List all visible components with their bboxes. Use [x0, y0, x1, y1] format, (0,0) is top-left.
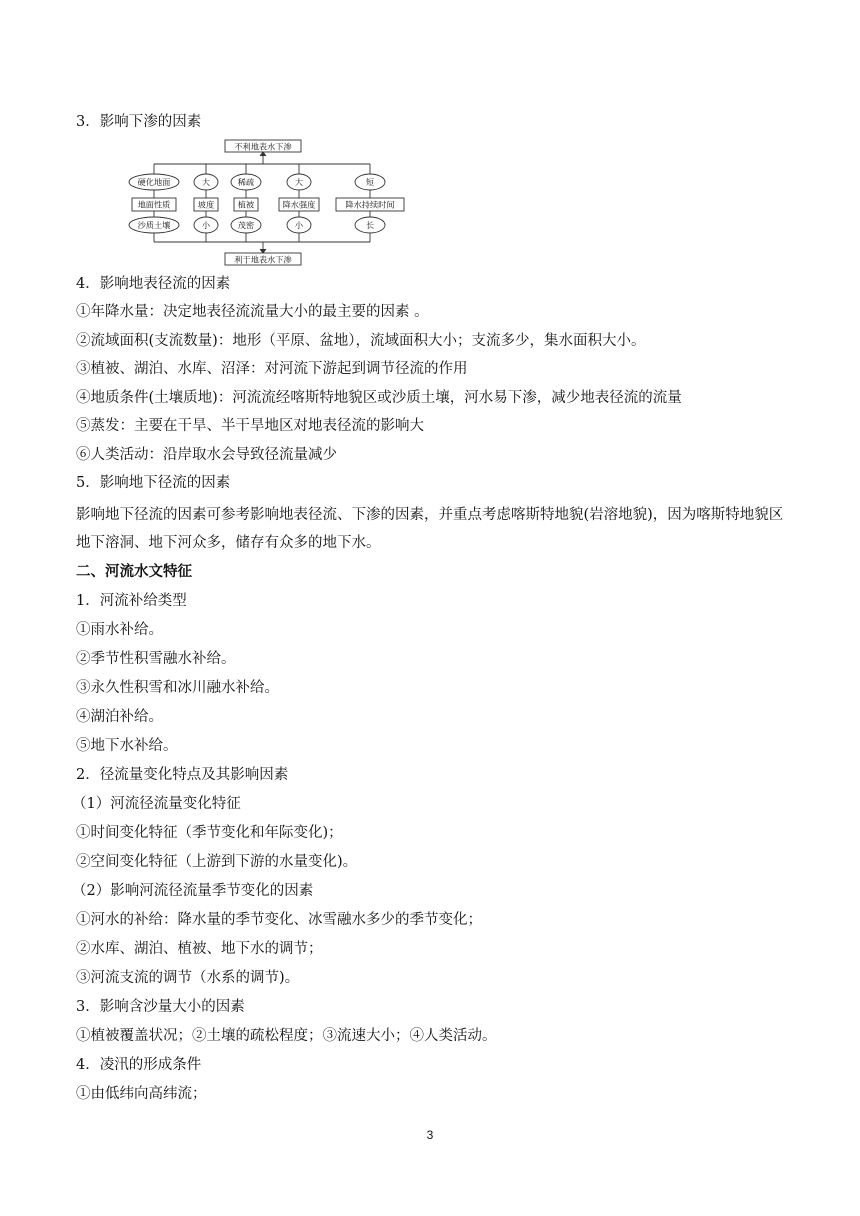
diagram-bottom-cell: 小	[294, 220, 304, 230]
diagram-bottom-cell: 沙质土壤	[137, 220, 171, 230]
subsection-heading: 4．凌汛的形成条件	[76, 1057, 202, 1073]
sub-heading: （2）影响河流径流量季节变化的因素	[72, 883, 314, 899]
list-item: ①雨水补给。	[76, 622, 163, 638]
diagram-bottom-label: 利于地表水下渗	[234, 254, 292, 265]
part-2-heading: 二、河流水文特征	[76, 563, 192, 580]
infiltration-diagram	[126, 136, 416, 268]
diagram-top-label: 不利地表水下渗	[234, 141, 292, 152]
subsection-heading: 1．河流补给类型	[76, 593, 187, 609]
diagram-mid-cell: 降水持续时间	[345, 199, 395, 210]
section-3-heading: 3．影响下渗的因素	[76, 114, 202, 130]
list-item: ②季节性积雪融水补给。	[76, 651, 236, 667]
list-item: ①植被覆盖状况；②土壤的疏松程度；③流速大小；④人类活动。	[76, 1028, 497, 1044]
page-number: 3	[426, 1128, 434, 1142]
diagram-top-cell: 大	[294, 177, 304, 187]
list-item: ④湖泊补给。	[76, 709, 163, 725]
list-item: ②空间变化特征（上游到下游的水量变化)。	[76, 854, 358, 870]
list-item: ⑥人类活动：沿岸取水会导致径流量减少	[76, 447, 337, 463]
diagram-mid-cell: 地面性质	[137, 199, 171, 210]
list-item: ⑤蒸发：主要在干旱、半干旱地区对地表径流的影响大	[76, 418, 424, 434]
diagram-top-cell: 硬化地面	[137, 177, 171, 187]
subsection-heading: 3．影响含沙量大小的因素	[76, 999, 245, 1015]
diagram-top-cell: 稀疏	[237, 177, 255, 187]
sub-heading: （1）河流径流量变化特征	[72, 796, 241, 812]
list-item: ①年降水量：决定地表径流流量大小的最主要的因素 。	[76, 304, 429, 320]
list-item: ②水库、湖泊、植被、地下水的调节；	[76, 941, 323, 957]
list-item: ②流域面积(支流数量)：地形（平原、盆地），流域面积大小；支流多少，集水面积大小。	[76, 333, 646, 349]
diagram-mid-cell: 坡度	[197, 199, 215, 210]
diagram-top-cell: 短	[365, 177, 375, 187]
section-4-heading: 4．影响地表径流的因素	[76, 276, 231, 292]
list-item: ①由低纬向高纬流；	[76, 1086, 207, 1102]
list-item: ④地质条件(土壤质地)：河流流经喀斯特地貌区或沙质土壤，河水易下渗，减少地表径流的流量	[76, 390, 682, 406]
list-item: ①河水的补给：降水量的季节变化、冰雪融水多少的季节变化；	[76, 912, 482, 928]
diagram-mid-cell: 降水强度	[282, 199, 316, 210]
subsection-heading: 2．径流量变化特点及其影响因素	[76, 767, 289, 783]
section-5-paragraph: 影响地下径流的因素可参考影响地表径流、下渗的因素，并重点考虑喀斯特地貌(岩溶地貌)，因为喀斯特地貌区地下溶洞、地下河众多，储存有众多的地下水。	[76, 507, 784, 551]
list-item: ⑤地下水补给。	[76, 738, 178, 754]
list-item: ③河流支流的调节（水系的调节)。	[76, 970, 300, 986]
diagram-bottom-cell: 茂密	[237, 220, 255, 230]
list-item: ③永久性积雪和冰川融水补给。	[76, 680, 279, 696]
list-item: ③植被、湖泊、水库、沼泽：对河流下游起到调节径流的作用	[76, 361, 468, 377]
list-item: ①时间变化特征（季节变化和年际变化)；	[76, 825, 343, 841]
diagram-bottom-cell: 小	[201, 220, 211, 230]
diagram-bottom-cell: 长	[365, 220, 375, 230]
section-5-heading: 5．影响地下径流的因素	[76, 475, 231, 491]
diagram-top-cell: 大	[201, 177, 211, 187]
diagram-mid-cell: 植被	[237, 199, 255, 210]
